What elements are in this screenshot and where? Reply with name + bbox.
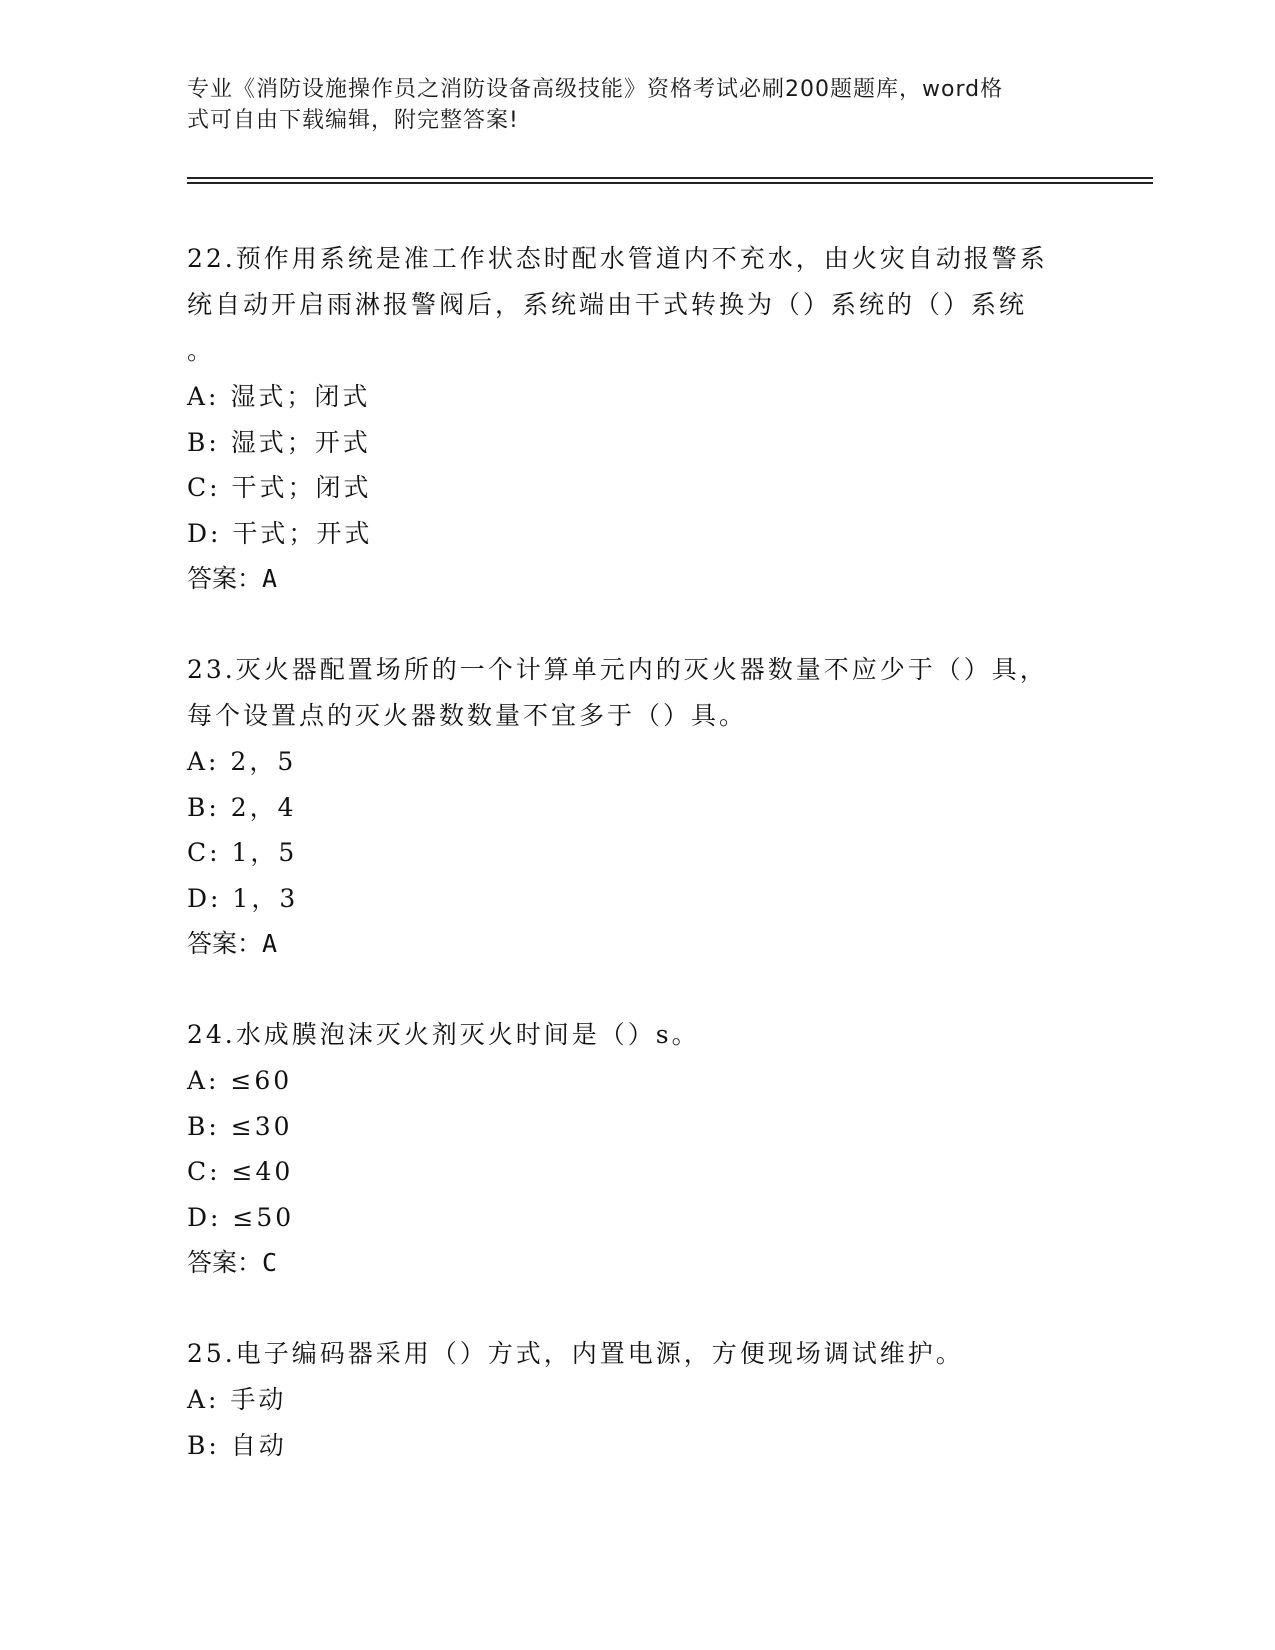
answer-label: 答案： — [187, 1248, 263, 1277]
option-c: C: ≤40 — [187, 1157, 294, 1186]
answer — [187, 921, 1087, 967]
option-b: B: ≤30 — [187, 1111, 293, 1141]
question-text-line: 25.电子编码器采用（）方式，内置电源，方便现场调试维护。 — [187, 1339, 964, 1368]
option-a: A: 手动 — [187, 1385, 287, 1414]
question-list — [187, 236, 1087, 1513]
answer-label: 答案： — [187, 929, 263, 958]
option-d: D: ≤50 — [187, 1202, 295, 1232]
document-header — [187, 74, 1067, 136]
option-d: D: 1，3 — [187, 883, 299, 913]
answer — [187, 1240, 1087, 1286]
header-line-1: 专业《消防设施操作员之消防设备高级技能》资格考试必刷200题题库，word格 — [187, 77, 1004, 102]
option-b: B: 2，4 — [187, 792, 297, 822]
option-c: C: 干式；闭式 — [187, 473, 372, 502]
header-line-2: 式可自由下载编辑，附完整答案! — [187, 108, 519, 133]
option-d: D: 干式；开式 — [187, 518, 373, 548]
header-divider-top — [187, 177, 1153, 179]
question-text-line: 22.预作用系统是准工作状态时配水管道内不充水，由火灾自动报警系 — [187, 244, 1048, 273]
answer-label: 答案： — [187, 564, 263, 593]
answer-value: A — [262, 929, 278, 958]
answer-value: C — [262, 1248, 278, 1277]
question-25 — [187, 1331, 1087, 1468]
question-22 — [187, 236, 1087, 602]
question-text-line: 23.灭火器配置场所的一个计算单元内的灭火器数量不应少于（）具， — [187, 655, 1048, 684]
option-a: A: ≤60 — [187, 1066, 293, 1095]
option-a: A: 湿式；闭式 — [187, 382, 371, 411]
question-text-line: 统自动开启雨淋报警阀后，系统端由干式转换为（）系统的（）系统 — [187, 290, 1028, 319]
question-23 — [187, 647, 1087, 967]
option-a: A: 2，5 — [187, 747, 297, 776]
answer-value: A — [262, 564, 278, 593]
question-text-line: 。 — [187, 336, 216, 365]
question-24 — [187, 1012, 1087, 1286]
option-b: B: 自动 — [187, 1430, 287, 1460]
question-text-line: 24.水成膜泡沫灭火剂灭火时间是（）s。 — [187, 1020, 700, 1049]
header-divider-bottom — [187, 182, 1153, 184]
option-c: C: 1，5 — [187, 838, 298, 867]
option-b: B: 湿式；开式 — [187, 427, 371, 457]
question-text-line: 每个设置点的灭火器数数量不宜多于（）具。 — [187, 701, 748, 730]
answer — [187, 556, 1087, 602]
